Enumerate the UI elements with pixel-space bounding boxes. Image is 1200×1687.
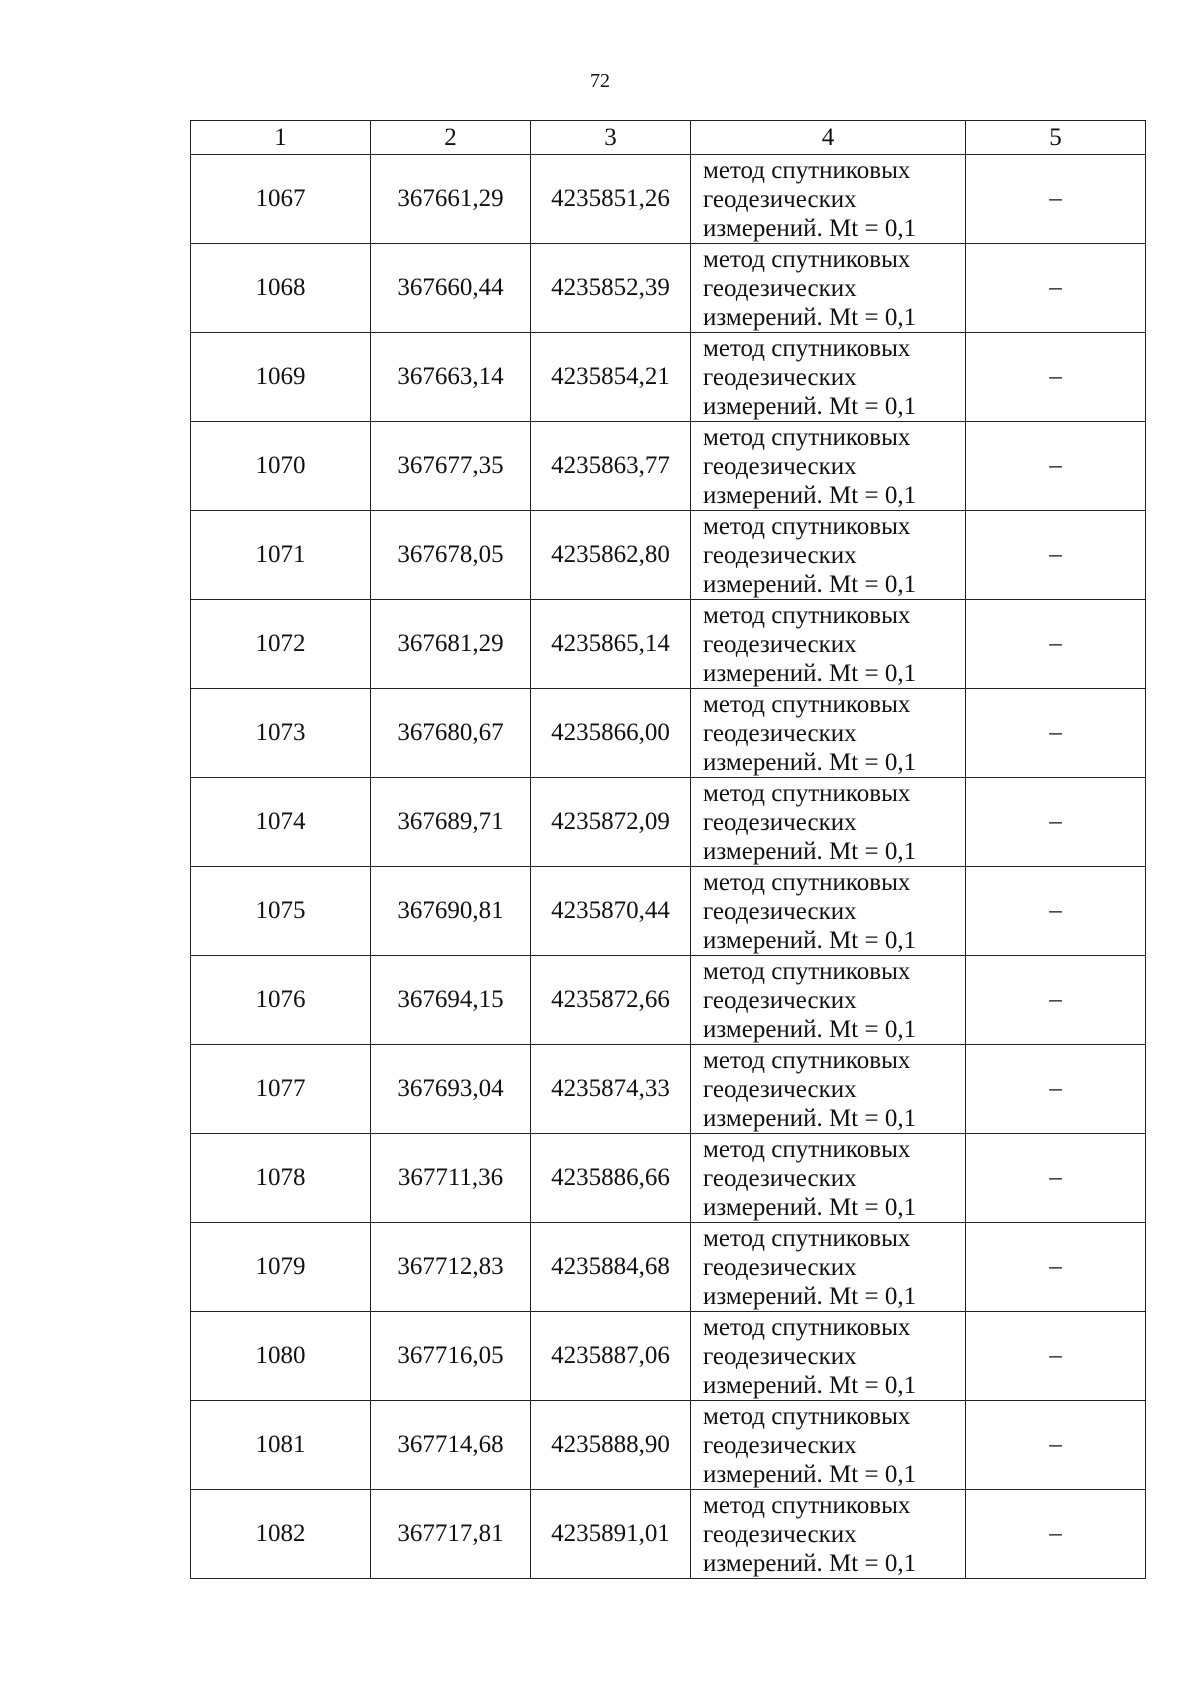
method-line: геодезических [703,1520,857,1548]
method-line: измерений. Mt = 0,1 [703,392,917,420]
note-cell: – [966,600,1146,689]
x-coordinate-cell: 367711,36 [371,1134,531,1223]
y-coordinate-cell: 4235887,06 [531,1312,691,1401]
point-number-cell: 1071 [191,511,371,600]
x-coordinate-cell: 367694,15 [371,956,531,1045]
note-cell: – [966,1401,1146,1490]
method-line: измерений. Mt = 0,1 [703,214,917,242]
point-number-cell: 1080 [191,1312,371,1401]
method-line: измерений. Mt = 0,1 [703,481,917,509]
y-coordinate-cell: 4235891,01 [531,1490,691,1579]
x-coordinate-cell: 367693,04 [371,1045,531,1134]
table-row [191,1312,1146,1401]
x-coordinate-cell: 367678,05 [371,511,531,600]
method-line: геодезических [703,452,857,480]
table-body [191,155,1146,1579]
note-cell: – [966,1490,1146,1579]
method-line: метод спутниковых [703,1135,911,1163]
method-cell [691,1401,966,1490]
table-row [191,1134,1146,1223]
table-row [191,600,1146,689]
table-row [191,422,1146,511]
table-row [191,1223,1146,1312]
note-cell: – [966,1312,1146,1401]
x-coordinate-cell: 367716,05 [371,1312,531,1401]
y-coordinate-cell: 4235874,33 [531,1045,691,1134]
method-line: измерений. Mt = 0,1 [703,1104,917,1132]
point-number-cell: 1070 [191,422,371,511]
table-row [191,333,1146,422]
method-cell [691,511,966,600]
point-number-cell: 1074 [191,778,371,867]
method-line: метод спутниковых [703,1046,911,1074]
point-number-cell: 1067 [191,155,371,244]
point-number-cell: 1077 [191,1045,371,1134]
method-line: геодезических [703,1164,857,1192]
method-cell [691,1490,966,1579]
page-number: 72 [590,70,610,92]
x-coordinate-cell: 367681,29 [371,600,531,689]
method-line: метод спутниковых [703,690,911,718]
method-line: геодезических [703,1075,857,1103]
method-line: геодезических [703,986,857,1014]
method-line: измерений. Mt = 0,1 [703,1460,917,1488]
method-line: метод спутниковых [703,1402,911,1430]
table-row [191,1045,1146,1134]
point-number-cell: 1082 [191,1490,371,1579]
table-row [191,1490,1146,1579]
method-line: метод спутниковых [703,1224,911,1252]
y-coordinate-cell: 4235852,39 [531,244,691,333]
point-number-cell: 1078 [191,1134,371,1223]
x-coordinate-cell: 367690,81 [371,867,531,956]
method-cell [691,956,966,1045]
method-cell [691,1045,966,1134]
note-cell: – [966,1134,1146,1223]
note-cell: – [966,956,1146,1045]
note-cell: – [966,422,1146,511]
note-cell: – [966,778,1146,867]
method-line: метод спутниковых [703,601,911,629]
x-coordinate-cell: 367661,29 [371,155,531,244]
method-line: метод спутниковых [703,156,911,184]
method-line: геодезических [703,541,857,569]
method-line: метод спутниковых [703,957,911,985]
method-line: измерений. Mt = 0,1 [703,303,917,331]
method-line: измерений. Mt = 0,1 [703,1193,917,1221]
y-coordinate-cell: 4235872,09 [531,778,691,867]
method-line: метод спутниковых [703,779,911,807]
method-line: геодезических [703,630,857,658]
point-number-cell: 1079 [191,1223,371,1312]
y-coordinate-cell: 4235884,68 [531,1223,691,1312]
x-coordinate-cell: 367712,83 [371,1223,531,1312]
method-line: геодезических [703,808,857,836]
method-line: измерений. Mt = 0,1 [703,570,917,598]
table-row [191,689,1146,778]
point-number-cell: 1081 [191,1401,371,1490]
note-cell: – [966,333,1146,422]
note-cell: – [966,511,1146,600]
header-row [191,121,1146,155]
x-coordinate-cell: 367660,44 [371,244,531,333]
point-number-cell: 1072 [191,600,371,689]
note-cell: – [966,244,1146,333]
method-line: измерений. Mt = 0,1 [703,659,917,687]
table-row [191,511,1146,600]
method-cell [691,1312,966,1401]
point-number-cell: 1075 [191,867,371,956]
method-line: измерений. Mt = 0,1 [703,1282,917,1310]
method-line: метод спутниковых [703,1313,911,1341]
header-cell-5: 5 [966,121,1146,155]
method-line: измерений. Mt = 0,1 [703,837,917,865]
table-header [191,121,1146,155]
method-cell [691,867,966,956]
method-line: геодезических [703,1342,857,1370]
method-line: метод спутниковых [703,1491,911,1519]
x-coordinate-cell: 367663,14 [371,333,531,422]
method-cell [691,1134,966,1223]
method-line: метод спутниковых [703,512,911,540]
y-coordinate-cell: 4235870,44 [531,867,691,956]
note-cell: – [966,1223,1146,1312]
y-coordinate-cell: 4235862,80 [531,511,691,600]
point-number-cell: 1076 [191,956,371,1045]
method-line: метод спутниковых [703,868,911,896]
method-line: геодезических [703,363,857,391]
table-row [191,778,1146,867]
note-cell: – [966,155,1146,244]
y-coordinate-cell: 4235888,90 [531,1401,691,1490]
method-line: геодезических [703,185,857,213]
method-line: измерений. Mt = 0,1 [703,926,917,954]
header-cell-4: 4 [691,121,966,155]
method-line: геодезических [703,719,857,747]
method-cell [691,422,966,511]
method-line: метод спутниковых [703,423,911,451]
method-cell [691,778,966,867]
method-line: геодезических [703,274,857,302]
coordinates-table [190,120,1146,1579]
point-number-cell: 1068 [191,244,371,333]
header-cell-2: 2 [371,121,531,155]
method-cell [691,155,966,244]
method-cell [691,1223,966,1312]
note-cell: – [966,1045,1146,1134]
y-coordinate-cell: 4235886,66 [531,1134,691,1223]
y-coordinate-cell: 4235851,26 [531,155,691,244]
x-coordinate-cell: 367717,81 [371,1490,531,1579]
x-coordinate-cell: 367677,35 [371,422,531,511]
y-coordinate-cell: 4235863,77 [531,422,691,511]
y-coordinate-cell: 4235866,00 [531,689,691,778]
method-line: измерений. Mt = 0,1 [703,1371,917,1399]
x-coordinate-cell: 367714,68 [371,1401,531,1490]
method-cell [691,600,966,689]
method-line: измерений. Mt = 0,1 [703,1015,917,1043]
point-number-cell: 1069 [191,333,371,422]
method-line: геодезических [703,897,857,925]
table-row [191,867,1146,956]
header-cell-3: 3 [531,121,691,155]
method-cell [691,689,966,778]
method-line: геодезических [703,1431,857,1459]
note-cell: – [966,867,1146,956]
method-line: метод спутниковых [703,334,911,362]
x-coordinate-cell: 367689,71 [371,778,531,867]
table-row [191,155,1146,244]
table-row [191,956,1146,1045]
method-cell [691,244,966,333]
method-line: измерений. Mt = 0,1 [703,748,917,776]
x-coordinate-cell: 367680,67 [371,689,531,778]
y-coordinate-cell: 4235872,66 [531,956,691,1045]
y-coordinate-cell: 4235865,14 [531,600,691,689]
point-number-cell: 1073 [191,689,371,778]
note-cell: – [966,689,1146,778]
header-cell-1: 1 [191,121,371,155]
table-row [191,1401,1146,1490]
method-line: метод спутниковых [703,245,911,273]
table-row [191,244,1146,333]
y-coordinate-cell: 4235854,21 [531,333,691,422]
method-line: измерений. Mt = 0,1 [703,1549,917,1577]
method-cell [691,333,966,422]
method-line: геодезических [703,1253,857,1281]
